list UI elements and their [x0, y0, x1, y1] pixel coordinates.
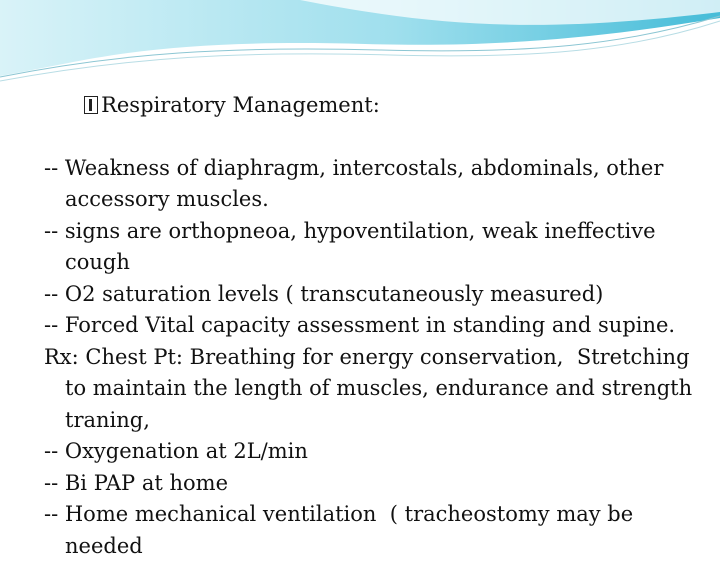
- content-line-5: Rx: Chest Pt: Breathing for energy conservation, Stretching to maintain the length of muscles, endurance and strength traning,: [44, 344, 699, 432]
- content-line-7: -- Bi PAP at home: [44, 470, 229, 495]
- content-line-6: -- Oxygenation at 2L/min: [44, 439, 308, 463]
- slide-title-text: Respiratory Management:: [101, 92, 380, 117]
- missing-glyph-bullet-icon: [84, 96, 98, 114]
- slide-content: [44, 58, 699, 562]
- content-line-2: -- signs are orthopneoa, hypoventilation, weak ineffective cough: [44, 218, 663, 274]
- content-line-4: -- Forced Vital capacity assessment in standing and supine.: [44, 313, 676, 337]
- slide-title: [44, 58, 694, 153]
- content-line-3: -- O2 saturation levels ( transcutaneously measured): [44, 281, 604, 306]
- content-line-8: -- Home mechanical ventilation ( tracheostomy may be needed: [44, 502, 640, 558]
- content-line-1: -- Weakness of diaphragm, intercostals, abdominals, other accessory muscles.: [44, 155, 671, 211]
